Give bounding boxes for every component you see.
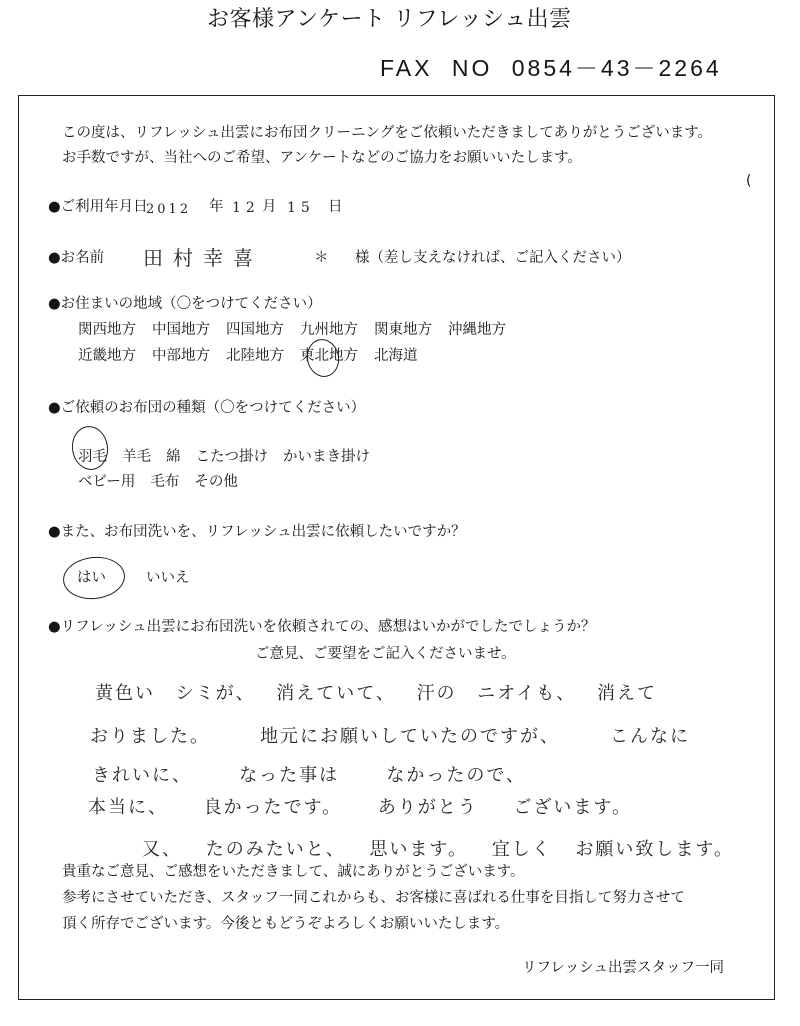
intro-line: この度は、リフレッシュ出雲にお布団クリーニングをご依頼いただきましてありがとうございます。	[62, 125, 713, 141]
handwritten-segment: こんなに	[610, 726, 690, 747]
name-suffix-note: 様（差し支えなければ、ご記入ください）	[355, 250, 631, 266]
impressions-label: ●リフレッシュ出雲にお布団洗いを依頼されての、感想はいかがでしたでしょうか？	[48, 619, 596, 635]
futon-option: かいまき掛け	[283, 449, 370, 465]
futon-type-row	[78, 473, 253, 491]
handwritten-segment: 汗の	[416, 683, 457, 704]
usage-year-handwritten: 2012	[146, 202, 192, 217]
name-label: ●お名前	[48, 250, 105, 266]
day-unit: 日	[328, 199, 343, 215]
region-row	[78, 321, 522, 339]
futon-option-label: 羽毛	[78, 449, 107, 465]
handwritten-segment: 思います。	[369, 839, 468, 860]
futon-option: その他	[194, 474, 238, 490]
handwritten-segment: たのみたいと、	[205, 839, 346, 860]
year-unit: 年	[209, 199, 224, 215]
usage-day-handwritten: 15	[287, 200, 315, 216]
no-option: いいえ	[146, 570, 190, 586]
handwritten-segment: シミが、	[175, 683, 256, 704]
handwritten-segment: 宜しく	[491, 839, 552, 860]
region-label: ●お住まいの地域（〇をつけてください）	[48, 296, 322, 312]
handwritten-segment: 本当に、	[88, 797, 168, 818]
handwritten-segment: なった事は	[239, 765, 340, 786]
futon-option: ベビー用	[78, 474, 136, 490]
futon-option: 綿	[166, 449, 181, 465]
handwritten-comment-line	[88, 796, 632, 820]
closing-line: 頂く所存でございます。今後ともどうぞよろしくお願いいたします。	[62, 916, 510, 932]
futon-option: こたつ掛け	[195, 449, 268, 465]
handwritten-segment: ニオイも、	[477, 683, 577, 704]
handwritten-segment: 黄色い	[95, 683, 155, 704]
handwritten-comment-line	[92, 764, 526, 788]
region-option-selected	[300, 347, 374, 365]
region-option: 九州地方	[300, 322, 358, 338]
usage-date-label: ●ご利用年月日	[48, 199, 148, 215]
month-unit: 月	[262, 199, 277, 215]
staff-signature: リフレッシュ出雲スタッフ一同	[522, 960, 724, 976]
customer-name-handwritten: 田村幸喜	[143, 246, 263, 270]
handwritten-segment: きれいに、	[92, 765, 192, 786]
futon-option: 毛布	[150, 474, 180, 490]
closing-line: 貴重なご意見、ご感想をいただきまして、誠にありがとうございます。	[62, 864, 525, 880]
handwritten-segment: なかったので、	[386, 765, 526, 786]
handwritten-comment-line	[142, 838, 734, 862]
region-option: 近畿地方	[78, 348, 136, 364]
name-asterisk: ＊	[314, 250, 329, 266]
region-option: 四国地方	[226, 322, 284, 338]
futon-option-selected	[78, 448, 107, 466]
region-option: 沖縄地方	[448, 322, 506, 338]
impressions-prompt: ご意見、ご要望をご記入くださいませ。	[255, 646, 516, 662]
region-row	[78, 347, 448, 365]
handwritten-segment: 消えて	[596, 683, 657, 704]
repeat-request-options	[77, 569, 230, 587]
region-option: 中部地方	[152, 348, 210, 364]
futon-option: 羊毛	[122, 449, 151, 465]
handwritten-segment: 又、	[142, 839, 182, 860]
fax-number: FAX NO 0854－43－2264	[380, 55, 722, 81]
handwritten-comment-line	[90, 725, 690, 749]
yes-option-selected	[77, 569, 106, 587]
handwritten-segment: ございます。	[513, 797, 632, 818]
usage-month-handwritten: 12	[232, 200, 260, 216]
handwritten-segment: お願い致します。	[575, 839, 734, 860]
survey-title: お客様アンケート リフレッシュ出雲	[207, 7, 572, 32]
region-option: 北海道	[374, 348, 418, 364]
handwritten-segment: 地元にお願いしていたのですが、	[260, 726, 560, 747]
handwritten-segment: 消えていて、	[276, 683, 396, 704]
yes-option-label: はい	[77, 570, 106, 586]
closing-line: 参考にさせていただき、スタッフ一同これからも、お客様に喜ばれる仕事を目指して努力させて	[62, 890, 685, 906]
handwritten-segment: ありがとう	[377, 797, 478, 818]
handwritten-segment: 良かったです。	[203, 797, 343, 818]
repeat-request-label: ●また、お布団洗いを、リフレッシュ出雲に依頼したいですか？	[48, 524, 466, 540]
handwritten-segment: おりました。	[90, 726, 210, 747]
intro-line: お手数ですが、当社へのご希望、アンケートなどのご協力をお願いいたします。	[62, 150, 582, 166]
region-option: 関東地方	[374, 322, 432, 338]
region-option: 北陸地方	[226, 348, 284, 364]
futon-type-row	[78, 448, 385, 466]
region-option: 関西地方	[78, 322, 136, 338]
region-option: 中国地方	[152, 322, 210, 338]
futon-type-label: ●ご依頼のお布団の種類（〇をつけてください）	[48, 400, 366, 416]
region-option-label: 東北地方	[300, 348, 358, 364]
margin-mark: (	[746, 173, 752, 189]
handwritten-comment-line	[95, 682, 657, 706]
